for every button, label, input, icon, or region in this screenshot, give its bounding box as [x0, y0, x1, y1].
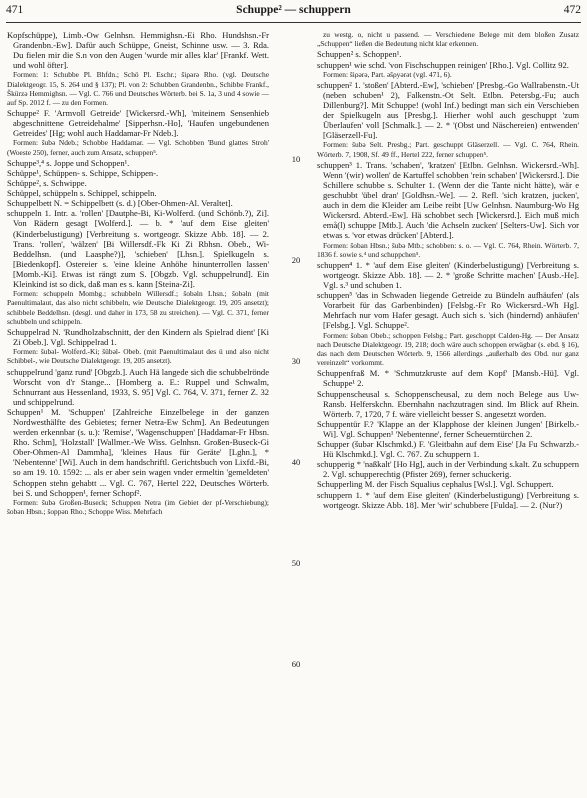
forms-note: Formen: šubəl- Wolferd.-Ki; šübəl- Obeb. (mit Paenultimalaut des ü und also nicht Schibbel-, wie Deutsche Dialektgeogr. 19, 205 ansetzt).: [7, 347, 269, 366]
right-column: [317, 30, 579, 510]
dictionary-entry: Schuppenscheusal s. Schoppenscheusal, zu dem noch Belege aus Uw-Ransb. Helferskchn. Ebernhahn nachzutragen sind. Im Blick auf Rhein. Wörterb. 7, 1720, 7 f. wäre vielleicht besser S. angesetzt worden.: [317, 388, 579, 419]
dictionary-entry: schuppern 1. * 'auf dem Eise gleiten' (Kinderbelustigung) [Verbreitung s. wortgeogr. Skizze Abb. 18]. Mer 'wir' schubbere [Fulda]. — 2. (Nur?): [317, 489, 579, 510]
line-number: 50: [291, 558, 301, 568]
dictionary-entry: Schüppel, schüppeln s. Schippel, schippeln.: [7, 188, 157, 199]
dictionary-entry: Schuppe³,⁴ s. Joppe und Schoppen¹.: [7, 157, 130, 168]
forms-note: Formen: šubə Selt. Presbg.; Part. geschuppt Gläserzell. — Vgl. C. 764, Rhein. Wörterb. 7, 1908, Sf. 49 ff., Hertel 222, ferner schuppen⁵.: [317, 140, 579, 159]
forms-note: Formen: schuppeln Mombg.; schubbeln Willersdf.; šobəln Lhsn.; šobəln (mit Paenultimalaut, das also nicht schibbeln, wie Deutsche Dialektgeogr. 19, 205 ansetzt); schibbele Beddelhsn. (desgl. und daher in 173, 58 zu streichen). — Vgl. C. 371, ferner schubbeln und schippeln.: [7, 289, 269, 326]
dictionary-entry: Kopfschüppe), Limb.-Ow Gelnhsn. Hemmighsn.-Ei Rho. Hundshsn.-Fr Grandenbn.-Ew]. Dafür auch Schüppe, Gneist, Schinne usw. — 3. Rda. Du fielen mir die S.n von den Augen 'wurde mir alles klar' [Frankf. Wett. und wohl öfter].: [7, 30, 269, 71]
line-number: 60: [291, 659, 301, 669]
line-number: 40: [291, 457, 301, 467]
dictionary-entry: schuppelrund 'ganz rund' [Obgzb.]. Auch Hä langede sich die schubbelrönde Worscht von d'r Stange... [Homberg a. E.: Ruppel und Schwalm, Schnurrant aus Hessenland, 1933, S. 95] Vgl. C. 764, V. 371, ferner Z. 32 und schippelrund.: [7, 366, 269, 407]
page-number-left: 471: [6, 4, 24, 16]
dictionary-entry: Schüppe¹, Schüppen- s. Schippe, Schippen-.: [7, 167, 159, 178]
dictionary-entry: schuppen² 1. 'stoßen' [Abterd.-Ew], 'schieben' [Presbg.-Go Wallrabenstn.-Ut (neben schuben¹ 2), Falkenstn.-Ot Selt. Etlbn. Petersbg.-Fu; auch Dillenburg?]. Mit Schuppe! (wohl Inf.) bedingt man sich ein Verschieben der Spielkugeln aus [Presbg.]. Hierher wohl auch geschuppt 'zum Überlaufen' voll [Schmalk.]. — 2. * '(Obst und Näschereien) entwenden' [Gläserzell-Fu].: [317, 79, 579, 141]
dictionary-entry: Schupperling M. der Fisch Squalius cephalus [Wsl.]. Vgl. Schuppert.: [317, 479, 554, 490]
forms-note: Formen: šoban Hbsn.; šubə Mtb.; schobben: s. o. — Vgl. C. 764, Rhein. Wörterb. 7, 1836 f. sowie s.⁴ und schuppchen⁵.: [317, 240, 579, 259]
forms-note: Formen: 1: Schubbe Pl. Bhfdn.; Schö Pl. Eschr.; šiρərə Rho. (vgl. Deutsche Dialektgeogr. 15, S. 264 und § 137); Pl. von 2: Schubben Grandenbn., Schibbe Frankf., Škürzə Hemmighsn. — Vgl. C. 766 und Deutsches Wörterb. bei S. 1a, 3 und 4 sowie — auf Sp. 2012 f. — zu den Formen.: [7, 70, 269, 107]
left-column: [7, 30, 269, 517]
page-header: [0, 0, 587, 26]
dictionary-entry: schuppen¹ wie schd. 'von Fischschuppen reinigen' [Rho.]. Vgl. Collitz 92.: [317, 59, 569, 70]
running-title: Schuppe² — schuppern: [236, 4, 351, 16]
dictionary-entry: Schuppe² F. 'Armvoll Getreide' [Wickersrd.-Wh], 'miteinem Sensenhieb abgeschnittene Getreidehalme' [Sipperhsn.-Ho], 'Haufen ungebundenen Getreides' [Hg; wohl auch Haddamar-Fr Ndeb.].: [7, 108, 269, 139]
dictionary-entry: schuppen³ 1. Trans. 'schaben', 'kratzen' [Etlbn. Gelnhsn. Wickersrd.-Wh]. Wenn '(wir) wollen' de Kartuffel schobben 'rein schaben' [Wickersrd.]. Die Schillere schubbe s. Schulter 1. (Wenn der die Tante nicht hätte), wär e geschubbt 'übel dran' [Goldhsn.-We]. — 2. Refl. 'sich kratzen, jucken', auch in dem die Kleider am Leibe reibt [Uw Gelnhsn. Naumburg-Wo Hg Wickersrd. Abterd.-Ew]. Hä schobbet sech [Wickersrd.]. Eich muß mich emå(l) schuppe [Mtb.]. Auch 'die Achseln zucken' [Selters-Uw]. Sich vor etwas s. 'vor etwas drücken' [Abterd.].: [317, 159, 579, 241]
forms-note: zu westg. o, nicht u passend. — Verschiedene Belege mit dem bloßen Zusatz „Schuppen“ ließen die Bedeutung nicht klar erkennen.: [317, 30, 579, 49]
forms-note: Formen: šubə Ndeb.; Schobbe Haddamar. — Vgl. Schobben 'Bund glattes Stroh' (Woeste 250), ferner, auch zum Ansatz, schuppen⁵.: [7, 138, 269, 157]
dictionary-entry: schuppeln 1. Intr. a. 'rollen' [Dautphe-Bi, Ki-Wolferd. (und Schönb.?), Zi]. Von Rädern gesagt [Wolferd.]. — b. * 'auf dem Eise gleiten' (Kinderbelustigung) [Verbreitung s. wortgeogr. Skizze Abb. 18]. — 2. Trans. 'rollen', 'wälzen' [Bi Willersdf.-Fk Ki Zi Rbhsn. Obeb., Wi-Beddelhsn. (und Laasphe?)], 'schieben' [Lhsn.]. Spielkugeln s. [Biedenkopf]. Ostereier s. 'eine kleine Anhöhe hinunterrollen lassen' [Momb.-Ki]. Etwas ist rängt zum S. [Obgzb. Vgl. schuppelrund]. Ein Kleinkind ist so dick, daß man es s. kann [Steina-Zi].: [7, 208, 269, 289]
dictionary-entry: Schuppen² s. Schoppen¹.: [317, 49, 402, 60]
header-rule: [6, 22, 581, 23]
dictionary-entry: Schuppen¹ M. 'Schuppen' [Zahlreiche Einzelbelege in der ganzen Nordwesthälfte des Gebietes; ferner Netra-Ew Schm]. An Bedeutungen werden erkennbar (s. u.): 'Remise', 'Wagenschuppen' [Haddamar-Fr Hbsn. Rho. Schm], 'Holzstall' [Wallmer.-We Wiss. Gelnhsn. Großen-Buseck-Gi Ober-Ohmen-Al Dammha], 'kleines Haus für Geräte' [Lghn.], * 'Nebentenne' [Wi]. Auch in dem handschriftl. Gerichtsbuch von Lixfd.-Bi, so am 19. 10. 1592: ... als er aber sein wagen vnder ermeltin 'gemeldeten' Schoppen stehn gehabtt ... Vgl. C. 767, Hertel 222, Deutsches Wörterb. bei S. und Schoppen¹, ferner Schopf².: [7, 406, 269, 498]
dictionary-entry: Schuppenfraß M. * 'Schmutzkruste auf dem Kopf' [Mansb.-Hü]. Vgl. Schuppe¹ 2.: [317, 368, 579, 389]
dictionary-entry: schupperig * 'naßkalt' [Ho Hg], auch in der Verbindung s.kalt. Zu schuppern 2. Vgl. schupperechtig (Pfister 269), ferner schuckerig.: [317, 459, 579, 480]
dictionary-entry: Schuppentür F.? 'Klappe an der Klapphose der kleinen Jungen' [Birkelb.-Wi]. Vgl. Schuppen¹ 'Nebentenne', ferner Scheuerntürchen 2.: [317, 418, 579, 439]
forms-note: Formen: šubə Großen-Buseck; Schuppen Netra (im Gebiet der pf-Verschiebung); šobən Hbsn.; šoppən Rho.; Schoppe Wiss. Mehrfach: [7, 497, 269, 516]
dictionary-entry: Schuppelbett N. = Schippelbett (s. d.) [Ober-Ohmen-Al. Veraltet].: [7, 198, 233, 209]
line-number: 20: [291, 255, 301, 265]
dictionary-entry: schuppen⁴ 1. * 'auf dem Eise gleiten' (Kinderbelustigung) [Verbreitung s. wortgeogr. Skizze Abb. 18]. — 2. * 'große Schritte machen' [Ausb.-He]. Vgl. s.³ und schuben 1.: [317, 259, 579, 291]
dictionary-entry: Schüppe², s. Schwippe.: [7, 178, 87, 189]
forms-note: Formen: šobən Obeb.; schoppen Felsbg.; Part. geschoppt Calden-Hg. — Der Ansatz nach Deutsche Dialektgeogr. 19, 218; doch wäre auch schoppen erwägbar (s. ebd. § 16), das nach dem Deutschen Wörterb. 9, 1566 allerdings „außerhalb des Obd. nur ganz vereinzelt“ vorkommt.: [317, 330, 579, 368]
dictionary-entry: Schupper (šubər Klschmkd.) F. 'Gleitbahn auf dem Eise' [Ja Fu Schwarzb.-Hü Klschmkd.]. Vgl. C. 767. Zu schuppern 1.: [317, 439, 579, 460]
dictionary-entry: schuppen⁵ 'das in Schwaden liegende Getreide zu Bündeln aufhäufen' (als Vorarbeit für das Garbenbinden) [Felsbg.-Fr Ro Wickersrd.-Wh Hg]. Mehrfach nur vom Hafer gesagt. Auch sich s. 'sich (hindernd) anhäufen' [Felsbg.]. Vgl. Schuppe².: [317, 290, 579, 331]
page-number-right: 472: [563, 4, 581, 16]
line-number: 30: [291, 356, 301, 366]
dictionary-entry: Schuppelrad N. 'Rundholzabschnitt, der den Kindern als Spielrad dient' [Ki Zi Obeb.]. Vgl. Schippelrad 1.: [7, 326, 269, 347]
forms-note: Formen: šiρərə, Part. əšρyərət (vgl. 471, 6).: [323, 69, 452, 79]
line-number: 10: [291, 154, 301, 164]
